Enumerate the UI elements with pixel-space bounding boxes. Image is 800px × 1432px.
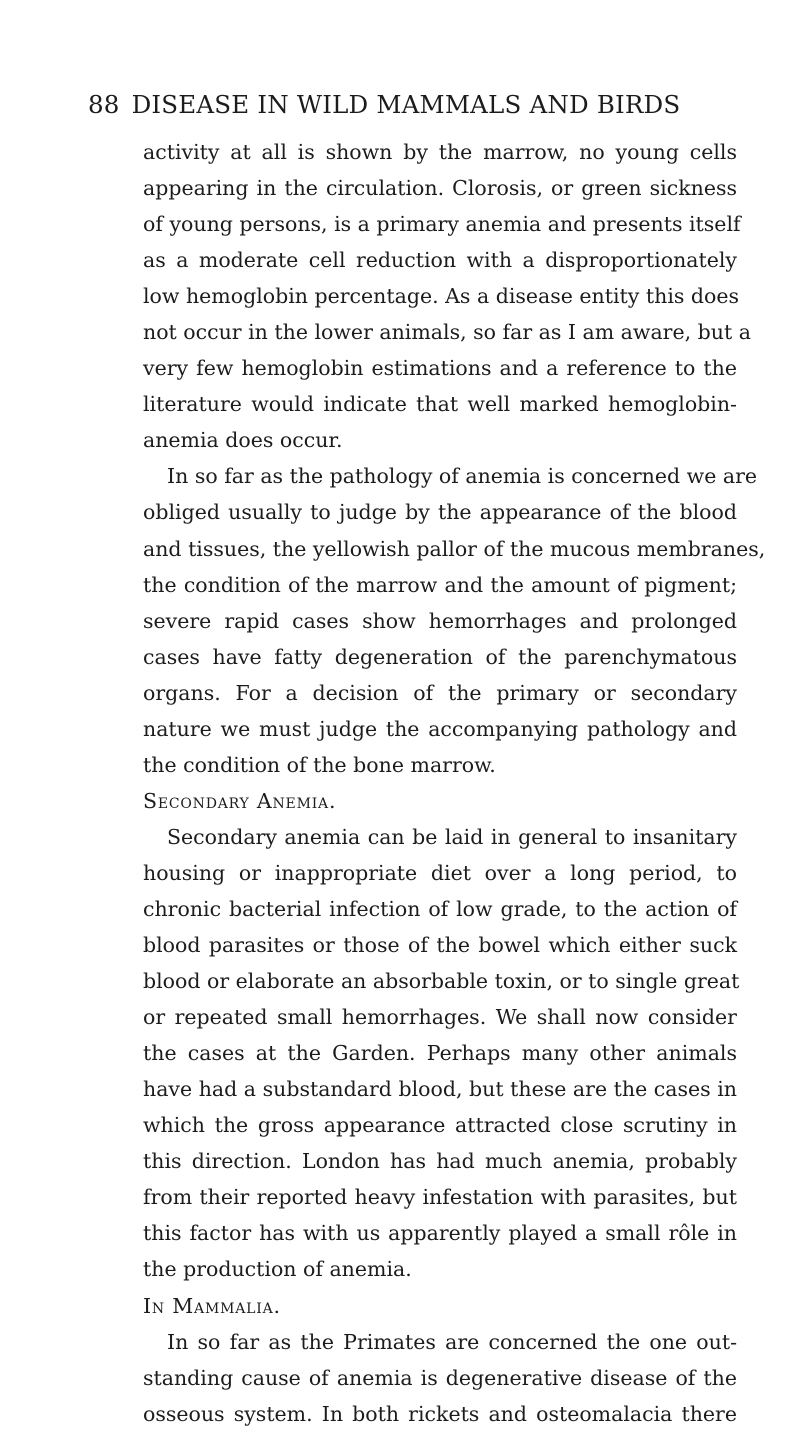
body-text: [143, 134, 766, 1432]
text-line: as a moderate cell reduction with a disproportionately: [143, 248, 737, 273]
page-number: 88: [88, 90, 120, 119]
text-line: from their reported heavy infestation with parasites, but: [143, 1185, 737, 1210]
text-line: blood or elaborate an absorbable toxin, or to single great: [143, 969, 740, 994]
text-line: the condition of the marrow and the amount of pigment;: [143, 572, 737, 597]
text-line: have had a substandard blood, but these are the cases in: [143, 1077, 737, 1102]
text-line: very few hemoglobin estimations and a reference to the: [143, 356, 737, 381]
text-line: which the gross appearance attracted close scrutiny in: [143, 1113, 737, 1138]
text-line: and tissues, the yellowish pallor of the mucous membranes,: [143, 536, 766, 561]
text-line: literature would indicate that well marked hemoglobin-: [143, 392, 737, 417]
text-line: anemia does occur.: [143, 428, 343, 453]
text-line: chronic bacterial infection of low grade, to the action of: [143, 896, 737, 921]
text-line: standing cause of anemia is degenerative disease of the: [143, 1365, 737, 1390]
section-heading-in-mammalia: In Mammalia.: [143, 1293, 281, 1318]
paragraph-start-line: In so far as the pathology of anemia is concerned we are: [167, 464, 758, 489]
text-line: the condition of the bone marrow.: [143, 752, 496, 777]
text-line: osseous system. In both rickets and osteomalacia there: [143, 1401, 737, 1426]
text-line: the cases at the Garden. Perhaps many other animals: [143, 1041, 737, 1066]
paragraph-start-line: Secondary anemia can be laid in general to insanitary: [167, 824, 737, 849]
text-line: severe rapid cases show hemorrhages and prolonged: [143, 608, 737, 633]
text-line: this factor has with us apparently played a small rôle in: [143, 1221, 737, 1246]
paragraph-start-line: In so far as the Primates are concerned the one out-: [167, 1329, 737, 1354]
running-head: [88, 90, 708, 119]
text-line: housing or inappropriate diet over a long period, to: [143, 860, 737, 885]
text-line: not occur in the lower animals, so far as I am aware, but a: [143, 320, 751, 345]
text-line: appearing in the circulation. Clorosis, or green sickness: [143, 176, 737, 201]
text-line: activity at all is shown by the marrow, no young cells: [143, 140, 737, 164]
text-line: the production of anemia.: [143, 1257, 412, 1282]
text-line: obliged usually to judge by the appearance of the blood: [143, 500, 737, 525]
text-line: of young persons, is a primary anemia and presents itself: [143, 212, 741, 237]
text-line: this direction. London has had much anemia, probably: [143, 1149, 737, 1174]
text-line: blood parasites or those of the bowel which either suck: [143, 933, 737, 958]
running-title: DISEASE IN WILD MAMMALS AND BIRDS: [131, 90, 681, 119]
text-line: or repeated small hemorrhages. We shall now consider: [143, 1005, 737, 1030]
section-heading-secondary-anemia: Secondary Anemia.: [143, 788, 337, 813]
text-line: low hemoglobin percentage. As a disease entity this does: [143, 284, 740, 309]
text-line: cases have fatty degeneration of the parenchymatous: [143, 644, 737, 669]
text-line: nature we must judge the accompanying pathology and: [143, 716, 737, 741]
text-line: organs. For a decision of the primary or secondary: [143, 680, 737, 705]
